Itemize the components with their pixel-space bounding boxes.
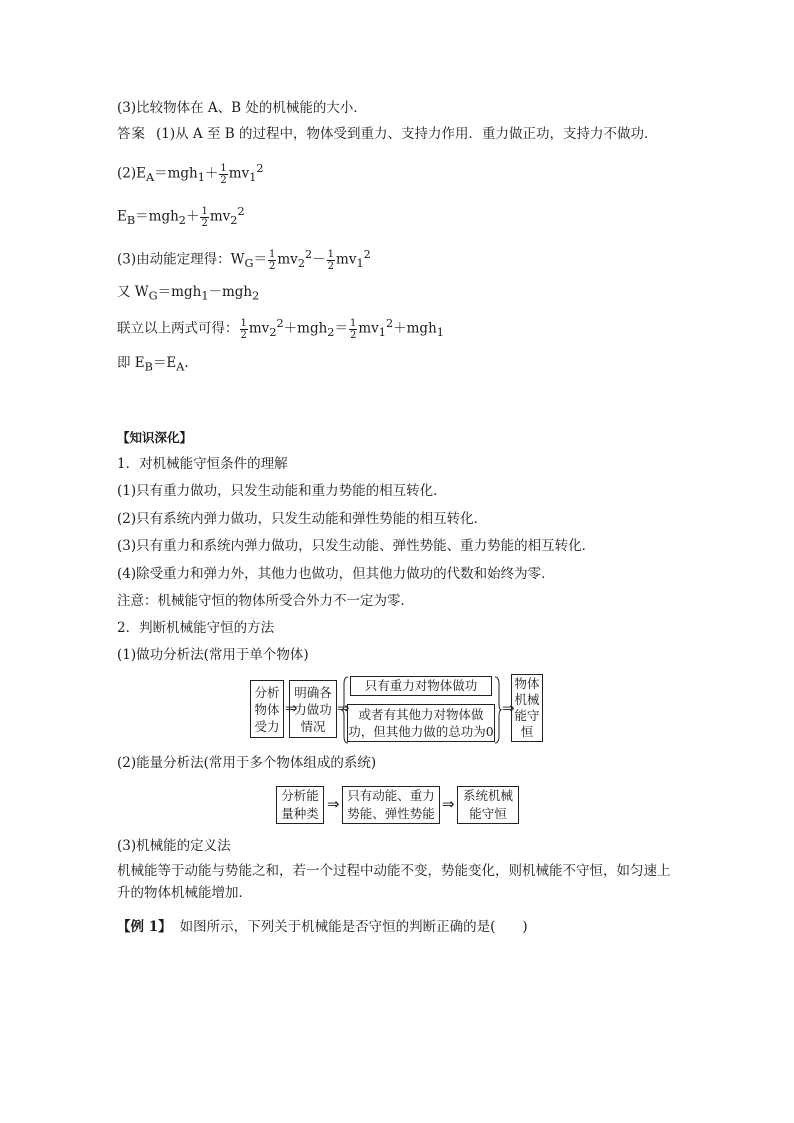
point-3: (3)只有重力和系统内弹力做功，只发生动能、弹性势能、重力势能的相互转化． [117, 538, 596, 554]
method-3: (3)机械能的定义法 [117, 838, 231, 854]
flow2-box-conserved: 系统机械能守恒 [457, 786, 519, 824]
flow1-box-analyze: 分析物体受力 [250, 680, 284, 738]
flow2-box-analyze: 分析能量种类 [276, 786, 324, 824]
answer-line-4: (3)由动能定理得：$W_G=$ $\frac{1}{2}$ $mv_2^2-$ $\frac{1}{2}$ $mv_1^2$ [117, 248, 371, 272]
arrow-icon: ⇒ [502, 699, 515, 717]
flow1-option-other-forces: 或者有其他力对物体做功，但其他力做的总功为0 [347, 704, 495, 742]
flow1-box-conserved: 物体机械能守恒 [511, 674, 543, 742]
fraction-half: $\frac{1}{2}$ [269, 248, 276, 272]
question-3: (3)比较物体在 A、B 处的机械能的大小． [117, 100, 367, 116]
fraction-half: $\frac{1}{2}$ [240, 317, 247, 341]
fraction-half: $\frac{1}{2}$ [327, 248, 335, 272]
example-1 [117, 918, 528, 936]
example-label: 【例 1】 [117, 919, 172, 935]
example-text: 如图所示，下列关于机械能是否守恒的判断正确的是( ) [179, 919, 528, 935]
fraction-half: $\frac{1}{2}$ [220, 162, 227, 186]
section-title: 【知识深化】 [117, 430, 193, 445]
arrow-icon: ⇒ [337, 699, 350, 717]
arrow-icon: ⇒ [285, 699, 298, 717]
answer-line-2: $(2)E_A=mgh_1+$ $\frac{1}{2}$ $mv_1^2$ [117, 162, 264, 186]
method-3-text: 机械能等于动能与势能之和，若一个过程中动能不变，势能变化，则机械能不守恒，如匀速上升的物体机械能增加． [117, 863, 671, 901]
arrow-icon: ⇒ [327, 795, 340, 813]
heading-1: 1．对机械能守恒条件的理解 [117, 456, 288, 472]
flow1-box-clarify: 明确各力做功情况 [289, 680, 337, 738]
point-2: (2)只有系统内弹力做功，只发生动能和弹性势能的相互转化． [117, 511, 488, 527]
right-brace-icon [494, 676, 502, 744]
answer-line-3: $E_B=mgh_2+$ $\frac{1}{2}$ $mv_2^2$ [117, 205, 245, 229]
answer-label: 答案 [117, 126, 146, 142]
heading-2: 2．判断机械能守恒的方法 [117, 620, 275, 636]
arrow-icon: ⇒ [442, 795, 455, 813]
answer-line-5: 又 $W_G=mgh_1-mgh_2$ [117, 284, 260, 303]
answer-line-7: 即 $E_B=E_A$. [117, 355, 189, 374]
point-4: (4)除受重力和弹力外，其他力也做功，但其他力做功的代数和始终为零． [117, 566, 555, 582]
answer-line-6: 联立以上两式可得： $\frac{1}{2}$ $mv_2^2+mgh_2=$ $\frac{1}{2}$ $mv_1^2+mgh_1$ [117, 317, 444, 341]
flow2-box-energy-types: 只有动能、重力势能、弹性势能 [342, 786, 440, 824]
answer-line-1 [117, 125, 657, 143]
flow1-option-gravity-only: 只有重力对物体做功 [350, 676, 492, 696]
method-1: (1)做功分析法(常用于单个物体) [117, 647, 309, 663]
fraction-half: $\frac{1}{2}$ [349, 317, 357, 341]
note: 注意：机械能守恒的物体所受合外力不一定为零． [117, 593, 414, 609]
fraction-half: $\frac{1}{2}$ [201, 205, 208, 229]
answer-text-1: (1)从 A 至 B 的过程中，物体受到重力、支持力作用．重力做正功，支持力不做功． [156, 126, 658, 142]
point-1: (1)只有重力做功，只发生动能和重力势能的相互转化． [117, 483, 447, 499]
method-2: (2)能量分析法(常用于多个物体组成的系统) [117, 755, 377, 771]
